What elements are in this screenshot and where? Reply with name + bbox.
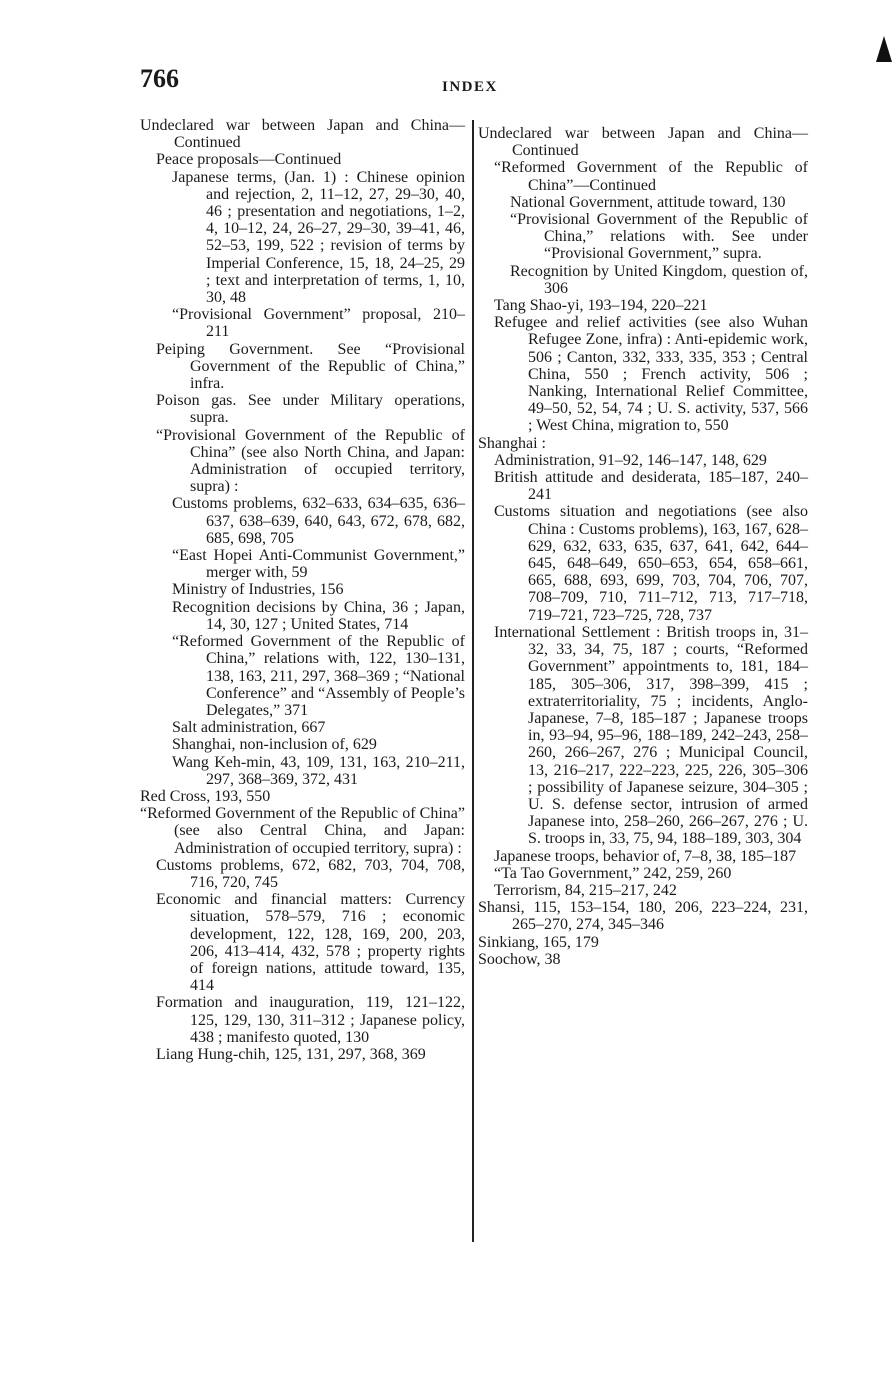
index-column-right xyxy=(478,125,808,968)
index-entry: Soochow, 38 xyxy=(478,950,561,968)
index-entry: “East Hopei Anti-Communist Government,” merger with, 59 xyxy=(172,547,465,582)
index-entry: Economic and financial matters: Currency situation, 578–579, 716 ; economic development, 122, 128, 169, 200, 203, 206, 413–414, 432, 578 ; property rights of foreign nations, attitude toward, 135, 414 xyxy=(156,891,465,995)
index-entry: Customs problems, 672, 682, 703, 704, 708, 716, 720, 745 xyxy=(156,856,465,891)
index-entry: Peace proposals—Continued xyxy=(156,151,342,169)
index-entry: Wang Keh-min, 43, 109, 131, 163, 210–211, 297, 368–369, 372, 431 xyxy=(172,753,465,788)
index-entry: Refugee and relief activities (see also Wuhan Refugee Zone, infra) : Anti-epidemic work, 506 ; Canton, 332, 333, 335, 353 ; Central China, 550 ; French activity, 506 ; Nanking, International Relief Committee, 49–50, 52, 54, 74 ; U. S. activity, 537, 566 ; West China, migration to, 550 xyxy=(494,314,808,435)
index-entry: Sinkiang, 165, 179 xyxy=(478,933,599,951)
index-entry: Administration, 91–92, 146–147, 148, 629 xyxy=(494,451,767,469)
index-entry: “Provisional Government of the Republic of China,” relations with. See under “Provisional Government,” supra. xyxy=(510,211,808,263)
index-entry: Tang Shao-yi, 193–194, 220–221 xyxy=(494,297,708,315)
page-number: 766 xyxy=(140,64,179,93)
index-entry: Terrorism, 84, 215–217, 242 xyxy=(494,881,677,899)
index-entry: Shansi, 115, 153–154, 180, 206, 223–224, 231, 265–270, 274, 345–346 xyxy=(478,899,808,934)
index-entry: Liang Hung-chih, 125, 131, 297, 368, 369 xyxy=(156,1045,426,1063)
running-head: INDEX xyxy=(442,79,498,95)
index-entry: “Reformed Government of the Republic of China” (see also Central China, and Japan: Administration of occupied territory, supra) : xyxy=(140,805,465,857)
index-entry: Salt administration, 667 xyxy=(172,719,326,737)
index-column-left xyxy=(140,117,465,1063)
index-entry: Ministry of Industries, 156 xyxy=(172,581,344,599)
index-entry: Customs situation and negotiations (see also China : Customs problems), 163, 167, 628–629, 632, 633, 635, 637, 641, 642, 644–645, 648–649, 650–653, 654, 658–661, 665, 688, 693, 699, 703, 704, 706, 707, 708–709, 710, 711–712, 713, 717–718, 719–721, 723–725, 728, 737 xyxy=(494,503,808,624)
index-entry: “Reformed Government of the Republic of China,” relations with, 122, 130–131, 138, 163, 211, 297, 368–369 ; “National Conference” and “Assembly of People’s Delegates,” 371 xyxy=(172,633,465,719)
index-entry: “Provisional Government of the Republic of China” (see also North China, and Japan: Administration of occupied territory, supra) : xyxy=(156,426,465,496)
index-entry: Undeclared war between Japan and China—Continued xyxy=(140,117,465,152)
index-entry: Poison gas. See under Military operations, supra. xyxy=(156,392,465,427)
index-entry: Shanghai : xyxy=(478,434,546,452)
index-entry: Shanghai, non-inclusion of, 629 xyxy=(172,736,377,754)
index-entry: Recognition decisions by China, 36 ; Japan, 14, 30, 127 ; United States, 714 xyxy=(172,598,465,633)
index-entry: Japanese terms, (Jan. 1) : Chinese opinion and rejection, 2, 11–12, 27, 29–30, 40, 46 ; presentation and negotiations, 1–2, 4, 10–12, 24, 26–27, 29–30, 39–41, 46, 52–53, 199, 522 ; revision of terms by Imperial Conference, 15, 18, 24–25, 29 ; text and interpretation of terms, 1, 10, 30, 48 xyxy=(172,168,465,307)
index-entry: Red Cross, 193, 550 xyxy=(140,787,271,805)
index-entry: Formation and inauguration, 119, 121–122, 125, 129, 130, 311–312 ; Japanese policy, 438 ; manifesto quoted, 130 xyxy=(156,994,465,1046)
index-entry: Recognition by United Kingdom, question of, 306 xyxy=(510,262,808,297)
index-entry: Peiping Government. See “Provisional Government of the Republic of China,” infra. xyxy=(156,340,465,393)
corner-mark xyxy=(876,36,892,62)
index-entry: Customs problems, 632–633, 634–635, 636–637, 638–639, 640, 643, 672, 678, 682, 685, 698, 705 xyxy=(172,495,465,547)
index-entry: National Government, attitude toward, 130 xyxy=(510,193,786,211)
index-entry: “Provisional Government” proposal, 210–211 xyxy=(172,306,465,341)
index-entry: Japanese troops, behavior of, 7–8, 38, 185–187 xyxy=(494,847,797,865)
column-divider xyxy=(472,120,474,1242)
index-entry: Undeclared war between Japan and China—Continued xyxy=(478,125,808,160)
index-entry: British attitude and desiderata, 185–187, 240–241 xyxy=(494,469,808,504)
index-entry: “Reformed Government of the Republic of China”—Continued xyxy=(494,159,808,194)
index-entry: International Settlement : British troops in, 31–32, 33, 34, 75, 187 ; courts, “Reformed Government” appointments to, 181, 184–185, 305–306, 317, 398–399, 415 ; extraterritoriality, 75 ; incidents, Anglo-Japanese, 7–8, 185–187 ; Japanese troops in, 93–94, 95–96, 188–189, 242–243, 258–260, 266–267, 276 ; Municipal Council, 13, 216–217, 222–223, 225, 226, 305–306 ; possibility of Japanese seizure, 304–305 ; U. S. defense sector, intrusion of armed Japanese into, 258–260, 266–267, 276 ; U. S. troops in, 33, 75, 94, 188–189, 303, 304 xyxy=(494,623,808,848)
index-entry: “Ta Tao Government,” 242, 259, 260 xyxy=(494,864,732,882)
